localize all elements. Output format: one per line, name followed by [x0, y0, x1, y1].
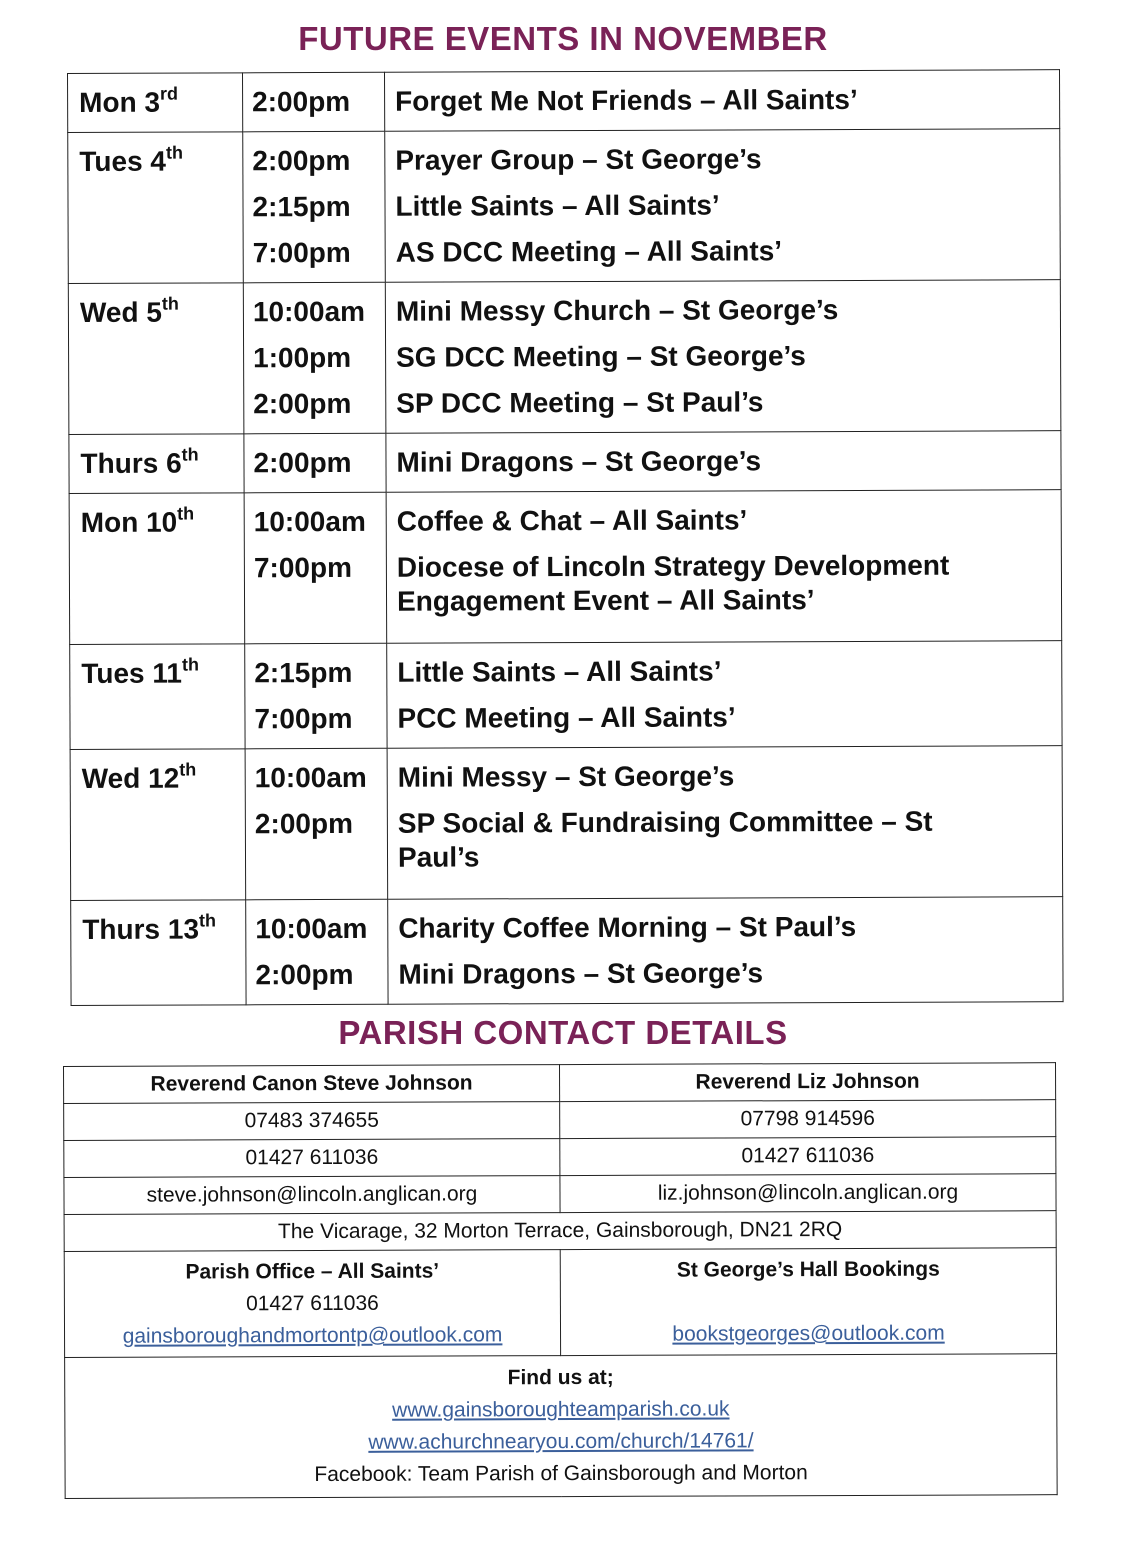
- event-day-suffix: th: [181, 654, 199, 675]
- event-title: [395, 82, 1049, 119]
- event-descriptions: [385, 280, 1061, 434]
- event-times: [243, 131, 386, 283]
- event-title-text: Forget Me Not Friends – All Saints’: [395, 83, 858, 117]
- event-title: [398, 758, 1052, 795]
- event-day-suffix: th: [181, 444, 199, 465]
- vicarage-address: The Vicarage, 32 Morton Terrace, Gainsborough, DN21 2RQ: [64, 1211, 1056, 1252]
- event-times: [244, 492, 387, 644]
- event-title-text: SP DCC Meeting – St Paul’s: [396, 386, 764, 419]
- event-title: [398, 804, 1052, 875]
- event-title-continued: Paul’s: [397, 841, 480, 873]
- event-day-row: [69, 490, 1062, 645]
- event-time: 10:00am: [254, 761, 367, 794]
- events-table: [67, 69, 1064, 1006]
- event-day-label: Tues 11: [81, 657, 183, 689]
- event-title: [397, 502, 1051, 539]
- event-title-text: Mini Dragons – St George’s: [396, 445, 762, 478]
- event-title: [396, 384, 1050, 421]
- event-descriptions: [386, 490, 1062, 644]
- parish-office-title: Parish Office – All Saints’: [185, 1259, 440, 1284]
- event-title-text: Prayer Group – St George’s: [395, 143, 762, 176]
- event-title-text: Coffee & Chat – All Saints’: [396, 504, 748, 537]
- right-contact-name: Reverend Liz Johnson: [559, 1063, 1055, 1102]
- event-time: 2:00pm: [255, 958, 354, 991]
- event-title: [398, 909, 1052, 946]
- find-us-cell: [65, 1354, 1058, 1499]
- event-times: [243, 72, 385, 132]
- event-title: [395, 141, 1049, 178]
- right-contact-phone[interactable]: 01427 611036: [560, 1137, 1056, 1176]
- left-contact-phone[interactable]: 01427 611036: [64, 1139, 560, 1178]
- hall-bookings-cell: [560, 1248, 1056, 1356]
- event-title-text: PCC Meeting – All Saints’: [397, 701, 736, 734]
- contacts-heading: PARISH CONTACT DETAILS: [338, 1014, 788, 1051]
- event-day-suffix: th: [179, 759, 197, 780]
- event-title-text: Little Saints – All Saints’: [395, 189, 720, 222]
- event-title: [397, 653, 1051, 690]
- event-times: [243, 282, 386, 434]
- event-descriptions: [386, 431, 1061, 493]
- event-time: 1:00pm: [253, 341, 352, 374]
- event-day: [70, 749, 246, 901]
- event-title: [398, 955, 1052, 992]
- hall-bookings-title: St George’s Hall Bookings: [676, 1257, 940, 1282]
- event-day: [68, 132, 244, 284]
- event-day-label: Wed 5: [79, 296, 162, 328]
- event-descriptions: [384, 70, 1059, 132]
- event-day-row: [68, 70, 1060, 133]
- event-day-row: [70, 641, 1062, 750]
- event-day-row: [68, 129, 1061, 284]
- event-time: 10:00am: [252, 295, 366, 328]
- event-day-label: Mon 10: [80, 506, 178, 538]
- left-contact-email[interactable]: steve.johnson@lincoln.anglican.org: [64, 1176, 560, 1215]
- event-title-text: Charity Coffee Morning – St Paul’s: [398, 910, 857, 944]
- hall-bookings-email-link[interactable]: bookstgeorges@outlook.com: [672, 1321, 945, 1346]
- event-day-label: Wed 12: [81, 762, 180, 794]
- event-title-text: SP Social & Fundraising Committee – St: [397, 805, 933, 839]
- find-us-label: Find us at;: [507, 1365, 614, 1390]
- right-contact-email[interactable]: liz.johnson@lincoln.anglican.org: [560, 1174, 1056, 1213]
- event-times: [244, 433, 386, 493]
- event-time: 2:00pm: [254, 807, 353, 840]
- event-title-text: Diocese of Lincoln Strategy Development: [396, 549, 950, 583]
- right-contact-mobile[interactable]: 07798 914596: [560, 1100, 1056, 1139]
- parish-office-email-link[interactable]: gainsboroughandmortontp@outlook.com: [122, 1323, 503, 1348]
- event-time: 2:00pm: [253, 446, 352, 479]
- parish-office-phone[interactable]: 01427 611036: [245, 1291, 379, 1316]
- event-day-suffix: rd: [159, 83, 179, 104]
- event-title: [396, 338, 1050, 375]
- event-title-continued: Engagement Event – All Saints’: [396, 584, 815, 617]
- event-time: 2:00pm: [252, 85, 351, 118]
- event-time: 7:00pm: [253, 551, 353, 584]
- event-day-label: Thurs 6: [80, 447, 182, 479]
- event-times: [245, 748, 388, 900]
- event-title-text: AS DCC Meeting – All Saints’: [395, 235, 783, 268]
- event-descriptions: [387, 641, 1062, 749]
- event-times: [246, 899, 388, 1005]
- event-title: [397, 699, 1051, 736]
- event-time: 2:15pm: [254, 656, 353, 689]
- event-day-suffix: th: [165, 142, 183, 163]
- event-day: [70, 644, 245, 750]
- event-title-text: SG DCC Meeting – St George’s: [396, 340, 806, 373]
- event-descriptions: [387, 746, 1063, 900]
- event-day-row: [69, 431, 1061, 494]
- event-day: [69, 434, 244, 494]
- event-title: [395, 187, 1049, 224]
- event-title-text: Mini Dragons – St George’s: [398, 957, 764, 990]
- event-day-suffix: th: [177, 503, 195, 524]
- facebook-text: Facebook: Team Parish of Gainsborough and Morton: [314, 1461, 808, 1487]
- event-day-label: Thurs 13: [82, 913, 200, 945]
- events-heading: FUTURE EVENTS IN NOVEMBER: [298, 20, 828, 57]
- event-title: [397, 548, 1051, 619]
- event-descriptions: [388, 897, 1063, 1005]
- event-times: [245, 643, 387, 749]
- event-title: [396, 443, 1050, 480]
- event-time: 2:15pm: [252, 190, 351, 223]
- left-contact-mobile[interactable]: 07483 374655: [64, 1102, 560, 1141]
- left-contact-name: Reverend Canon Steve Johnson: [64, 1065, 560, 1104]
- event-day-row: [71, 897, 1063, 1006]
- event-day-label: Tues 4: [79, 145, 167, 177]
- event-day: [71, 900, 246, 1006]
- event-time: 10:00am: [253, 505, 366, 538]
- event-day: [68, 73, 243, 133]
- event-time: 7:00pm: [252, 236, 351, 269]
- event-title: [396, 292, 1050, 329]
- event-day-suffix: th: [161, 293, 179, 314]
- event-descriptions: [385, 129, 1061, 283]
- event-time: 2:00pm: [253, 387, 352, 420]
- achurchnearyou-link[interactable]: www.achurchnearyou.com/church/14761/: [368, 1429, 754, 1454]
- event-day-suffix: th: [198, 910, 216, 931]
- event-title: [396, 233, 1050, 270]
- event-title-text: Mini Messy – St George’s: [397, 760, 735, 793]
- event-day-label: Mon 3: [79, 86, 161, 118]
- event-time: 7:00pm: [254, 702, 353, 735]
- parish-office-cell: [64, 1250, 560, 1358]
- event-time: 10:00am: [255, 912, 368, 945]
- event-title-text: Mini Messy Church – St George’s: [395, 294, 839, 327]
- website-link[interactable]: www.gainsboroughteamparish.co.uk: [392, 1397, 730, 1422]
- event-day-row: [70, 746, 1063, 901]
- event-day: [69, 493, 245, 645]
- event-day-row: [68, 280, 1061, 435]
- contacts-table: [63, 1062, 1058, 1499]
- event-title-text: Little Saints – All Saints’: [397, 655, 722, 688]
- event-day: [68, 283, 244, 435]
- event-time: 2:00pm: [252, 144, 351, 177]
